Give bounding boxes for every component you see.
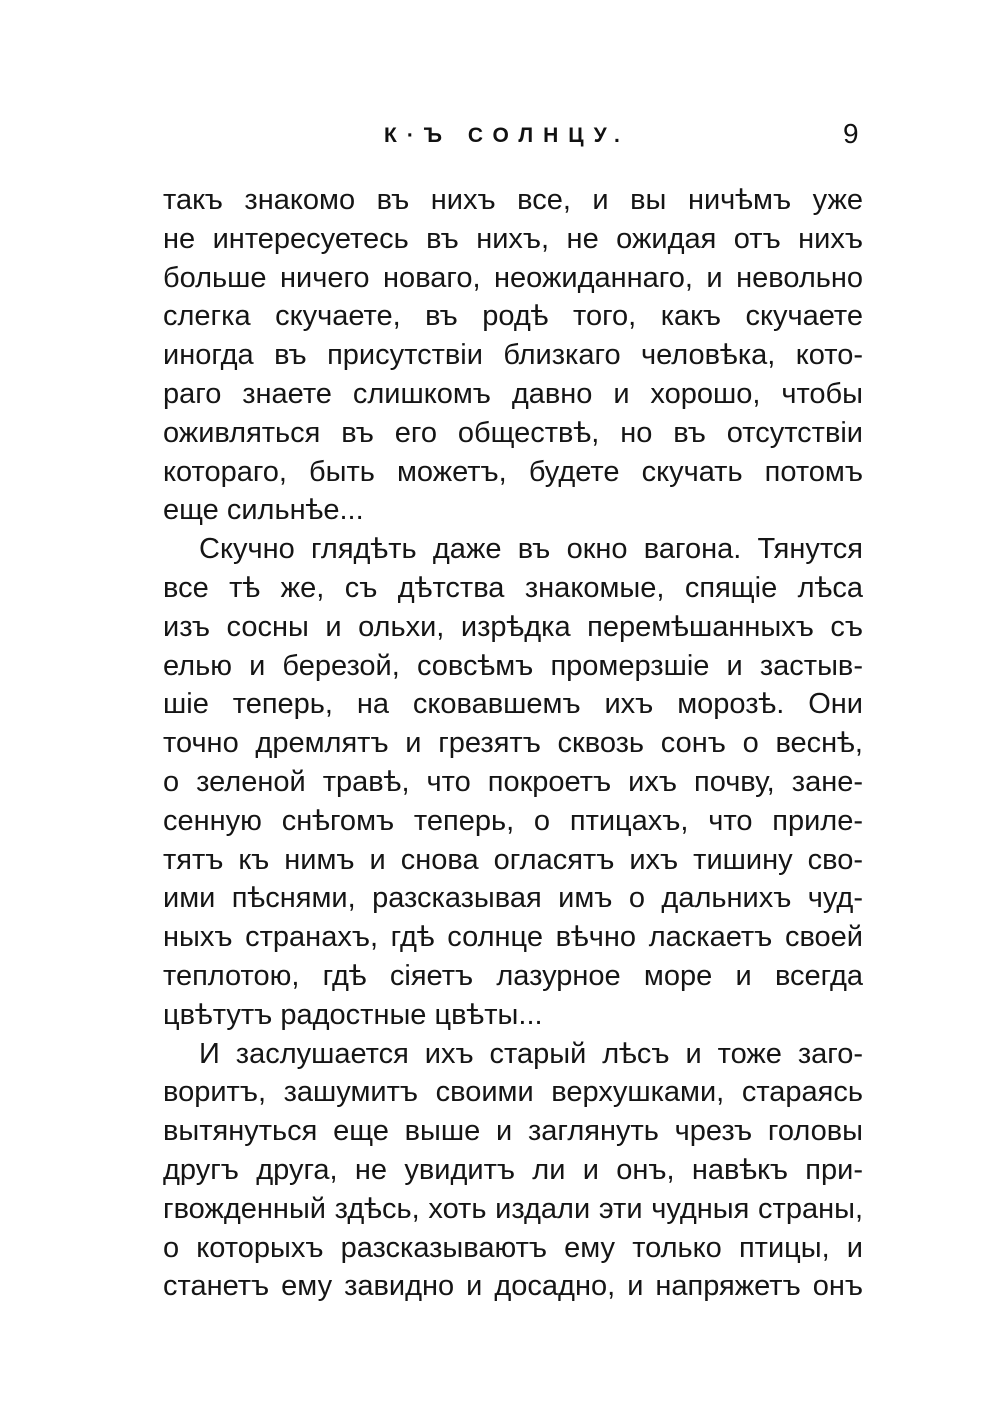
text-line: сенную снѣгомъ теперь, о птицахъ, что приле- [163,804,863,837]
text-line: не интересуетесь въ нихъ, не ожидая отъ нихъ [163,222,863,255]
body-text [163,181,863,1306]
text-line: И заслушается ихъ старый лѣсъ и тоже заго- [199,1037,863,1070]
text-line: ими пѣснями, разсказывая имъ о дальнихъ чуд- [163,882,863,915]
text-line: оживляться въ его обществѣ, но въ отсутствіи [163,416,863,449]
text-line: станетъ ему завидно и досадно, и напряжетъ онъ [163,1270,863,1303]
text-line: иногда въ присутствіи близкаго человѣка, кото- [163,339,863,372]
page-number: 9 [843,118,859,149]
running-head [0,118,1000,158]
text-line: все тѣ же, съ дѣтства знакомые, спящіе лѣса [163,571,863,604]
text-line: изъ сосны и ольхи, изрѣдка перемѣшанныхъ съ [163,610,863,643]
text-line: воритъ, зашумитъ своими верхушками, стараясь [163,1076,863,1109]
text-line: вытянуться еще выше и заглянуть чрезъ головы [163,1115,863,1148]
text-line: раго знаете слишкомъ давно и хорошо, чтобы [163,377,863,410]
text-line: тятъ къ нимъ и снова огласятъ ихъ тишину сво- [163,843,863,876]
text-line: шіе теперь, на сковавшемъ ихъ морозѣ. Они [163,688,863,721]
text-line: ныхъ странахъ, гдѣ солнце вѣчно ласкаетъ своей [163,921,863,954]
text-line: слегка скучаете, въ родѣ того, какъ скучаете [163,300,863,333]
text-line: о которыхъ разсказываютъ ему только птицы, и [163,1231,863,1264]
text-line: больше ничего новаго, неожиданнаго, и невольно [163,261,863,294]
text-line: такъ знакомо въ нихъ все, и вы ничѣмъ уже [163,184,863,216]
text-line: теплотою, гдѣ сіяетъ лазурное море и всегда [163,959,863,992]
text-line: цвѣтутъ радостные цвѣты... [163,998,543,1031]
text-line: другъ друга, не увидитъ ли и онъ, навѣкъ при- [163,1153,863,1186]
text-line: Скучно глядѣть даже въ окно вагона. Тянутся [199,533,863,566]
text-line: котораго, быть можетъ, будете скучать потомъ [163,455,863,488]
text-line: елью и березой, совсѣмъ промерзшіе и застыв- [163,649,863,682]
text-line: еще сильнѣе... [163,494,364,527]
text-line: о зеленой травѣ, что покроетъ ихъ почву, зане- [163,765,863,798]
text-line: точно дремлятъ и грезятъ сквозь сонъ о веснѣ, [163,727,863,760]
running-title: К·Ъ СОЛНЦУ. [384,124,630,147]
text-line: гвожденный здѣсь, хоть издали эти чудныя страны, [163,1192,863,1225]
